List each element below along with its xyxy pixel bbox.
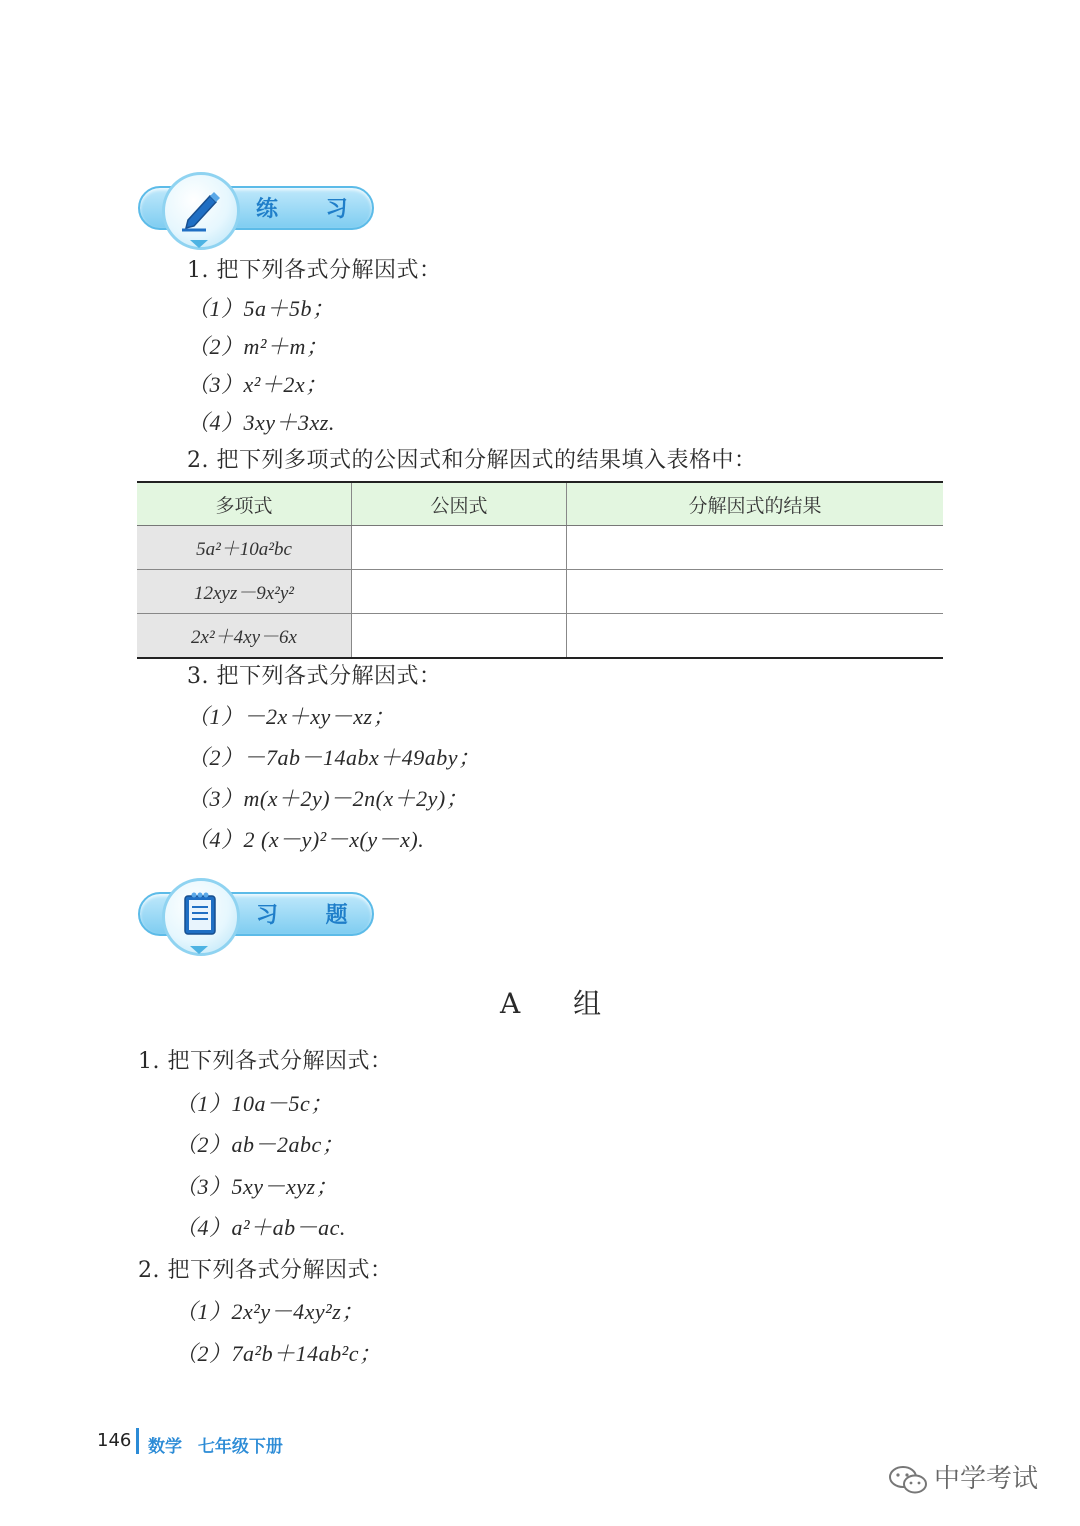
practice-banner	[138, 170, 378, 250]
practice-q1-prompt: 1. 把下列各式分解因式：	[187, 258, 442, 283]
notebook-icon	[176, 890, 224, 938]
practice-q2-prompt: 2. 把下列多项式的公因式和分解因式的结果填入表格中：	[187, 448, 757, 473]
practice-q3-item-2: （2）－7ab－14abx＋49aby；	[187, 745, 481, 770]
practice-q1-item-4: （4）3xy＋3xz.	[187, 410, 335, 435]
table-cell-polynomial: 2x²＋4xy－6x	[137, 614, 352, 659]
table-row	[137, 526, 943, 570]
practice-q3-item-1: （1）－2x＋xy－xz；	[187, 704, 396, 729]
table-row	[137, 614, 943, 659]
table-cell-result	[567, 526, 944, 570]
table-cell-common-factor	[352, 570, 567, 614]
practice-banner-title: 练 习	[256, 197, 368, 222]
group-a-title: A 组	[500, 987, 624, 1020]
table-row	[137, 570, 943, 614]
exercise-q2-item-1: （1）2x²y－4xy²z；	[175, 1299, 364, 1324]
pencil-icon	[176, 184, 224, 232]
factor-table	[137, 481, 943, 659]
table-cell-result	[567, 614, 944, 659]
page-number: 146	[97, 1430, 132, 1451]
table-cell-common-factor	[352, 526, 567, 570]
exercises-banner-title: 习 题	[256, 903, 368, 928]
exercise-q1-item-1: （1）10a－5c；	[175, 1091, 333, 1116]
exercise-q1-item-4: （4）a²＋ab－ac.	[175, 1215, 346, 1240]
table-header-polynomial: 多项式	[137, 482, 352, 526]
practice-q1-item-2: （2）m²＋m；	[187, 334, 329, 359]
wechat-icon	[888, 1464, 928, 1496]
practice-q3-item-3: （3）m(x＋2y)－2n(x＋2y)；	[187, 786, 469, 811]
banner-notch	[190, 946, 208, 954]
book-title: 数学 七年级下册	[148, 1437, 283, 1457]
table-header-common-factor: 公因式	[352, 482, 567, 526]
table-cell-result	[567, 570, 944, 614]
table-header-result: 分解因式的结果	[567, 482, 944, 526]
footer-divider	[136, 1428, 139, 1454]
table-header-row	[137, 482, 943, 526]
watermark	[888, 1458, 1038, 1496]
exercise-q1-item-2: （2）ab－2abc；	[175, 1132, 345, 1157]
practice-q3-prompt: 3. 把下列各式分解因式：	[187, 664, 442, 689]
table-cell-common-factor	[352, 614, 567, 659]
table-cell-polynomial: 5a²＋10a²bc	[137, 526, 352, 570]
practice-q1-item-1: （1）5a＋5b；	[187, 296, 335, 321]
exercises-banner	[138, 876, 378, 956]
banner-notch	[190, 240, 208, 248]
exercise-q2-item-2: （2）7a²b＋14ab²c；	[175, 1341, 382, 1366]
exercise-q1-item-3: （3）5xy－xyz；	[175, 1174, 339, 1199]
watermark-text: 中学考试	[934, 1464, 1039, 1494]
table-cell-polynomial: 12xyz－9x²y²	[137, 570, 352, 614]
exercise-q1-prompt: 1. 把下列各式分解因式：	[138, 1049, 393, 1074]
practice-q3-item-4: （4）2 (x－y)²－x(y－x).	[187, 827, 425, 852]
practice-q1-item-3: （3）x²＋2x；	[187, 372, 328, 397]
exercise-q2-prompt: 2. 把下列各式分解因式：	[138, 1258, 393, 1283]
